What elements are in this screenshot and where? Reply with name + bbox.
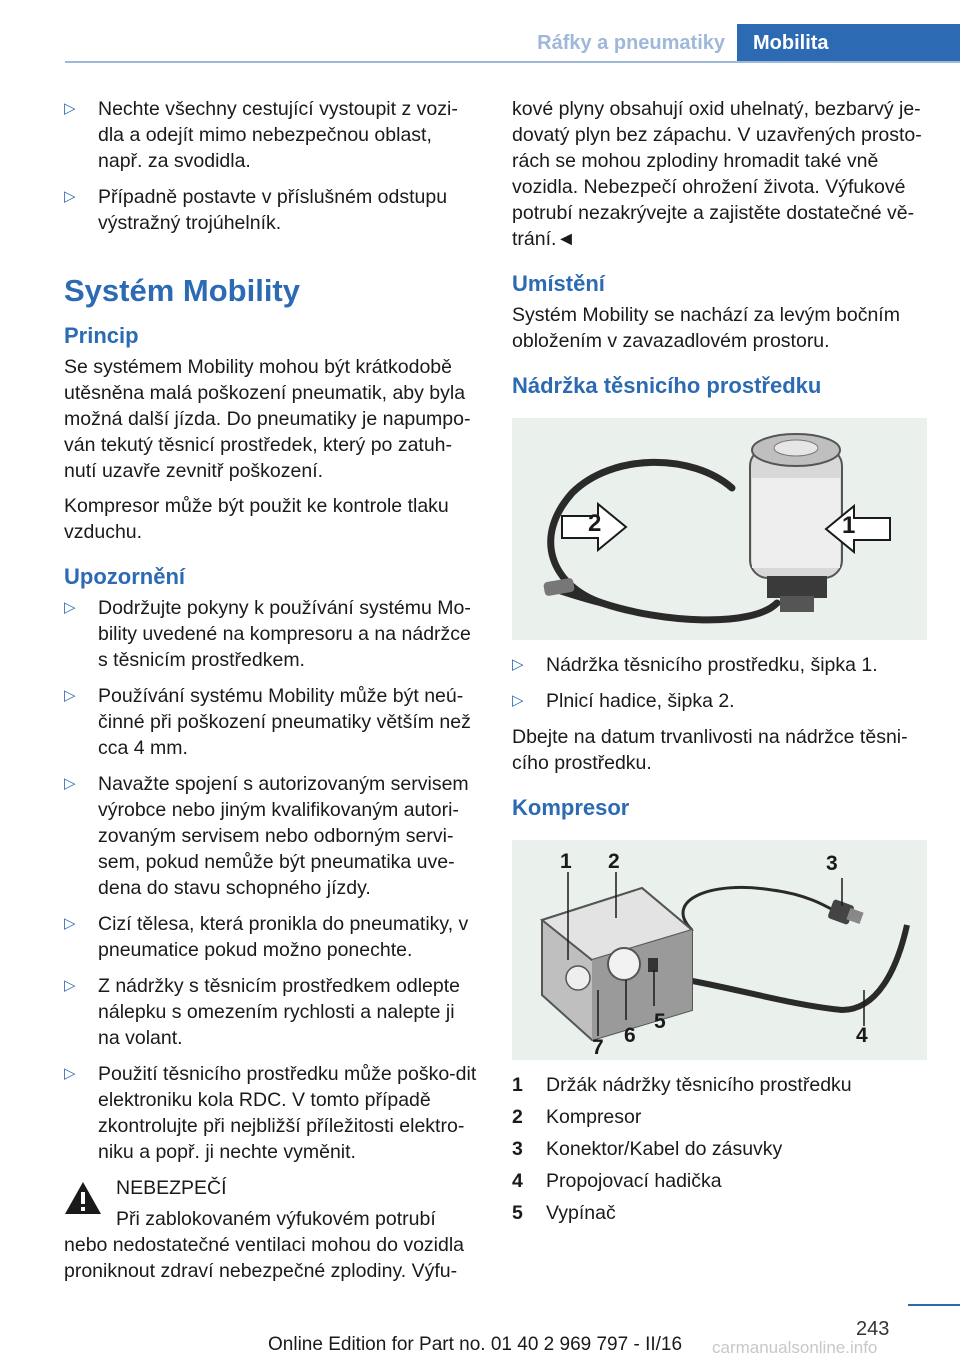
list-item: ▷ Z nádržky s těsnicím prostředkem odlepte nálepku s omezením rychlosti a nalepte ji na volant.	[64, 975, 460, 1049]
triangle-bullet-icon: ▷	[64, 915, 76, 932]
list-item: ▷ Nechte všechny cestující vystoupit z vozi-dla a odejít mimo nebezpečnou oblast, např. za svodidla.	[64, 98, 458, 172]
list-item: ▷ Navažte spojení s autorizovaným servisem výrobce nebo jiným kvalifikovaným autori-zovaným servisem nebo odborným servi-sem, pokud nemůže být pneumatika uve-dena do stavu schopného jízdy.	[64, 773, 469, 899]
header-divider	[65, 61, 960, 63]
page-number: 243	[856, 1318, 890, 1340]
triangle-bullet-icon: ▷	[64, 1065, 76, 1082]
list-item: ▷ Plnicí hadice, šipka 2.	[512, 690, 735, 712]
tank-bullet-list	[512, 652, 926, 714]
danger-text: nebo nedostatečné ventilaci mohou do vozidla proniknout zdraví nebezpečné zplodiny. Výfu-	[64, 1234, 465, 1282]
principle-text: Se systémem Mobility mohou být krátkodobě utěsněna malá poškození pneumatik, aby byla možná další jízda. Do pneumatiky je napumpo-ván tekutý těsnicí prostředek, který po zatuh-nutí uzavře zevnitř poškození.	[64, 356, 471, 482]
list-item: 4 Propojovací hadička	[512, 1170, 722, 1192]
danger-text-continued: kové plyny obsahují oxid uhelnatý, bezbarvý je-dovatý plyn bez zápachu. V uzavřených prosto-rách se mohou zplodiny hromadit také vně vozidla. Nebezpečí ohrožení života. Výfukové potrubí nezakrývejte a zajistěte dostatečné vě-trání.◄	[512, 98, 922, 250]
triangle-bullet-icon: ▷	[64, 599, 76, 616]
sealant-tank-figure	[512, 418, 927, 640]
left-column	[64, 96, 478, 1284]
triangle-bullet-icon: ▷	[64, 977, 76, 994]
section-tab: Ráfky a pneumatiky	[510, 24, 735, 62]
notes-heading: Upozornění	[64, 564, 185, 589]
triangle-bullet-icon: ▷	[64, 687, 76, 704]
triangle-bullet-icon: ▷	[64, 775, 76, 792]
list-item: 3 Konektor/Kabel do zásuvky	[512, 1138, 783, 1160]
triangle-bullet-icon: ▷	[512, 692, 524, 709]
list-item: ▷ Cizí tělesa, která pronikla do pneumatiky, v pneumatice pokud možno ponechte.	[64, 913, 469, 961]
list-item: 2 Kompresor	[512, 1106, 642, 1128]
principle-heading: Princip	[64, 323, 139, 348]
list-item: 5 Vypínač	[512, 1202, 616, 1224]
danger-label: NEBEZPEČÍ	[116, 1177, 227, 1199]
arrow-label: 2	[588, 510, 602, 537]
callout-label: 5	[654, 1010, 666, 1033]
callout-label: 7	[592, 1036, 604, 1059]
warning-triangle-icon	[64, 1181, 102, 1215]
expiry-text: Dbejte na datum trvanlivosti na nádržce těsni-cího prostředku.	[512, 726, 908, 774]
watermark: carmanualsonline.info	[712, 1338, 878, 1357]
compressor-heading: Kompresor	[512, 795, 630, 820]
callout-label: 4	[856, 1024, 868, 1047]
danger-text-first: Při zablokovaném výfukovém potrubí	[116, 1208, 436, 1230]
arrow-label: 1	[842, 512, 856, 539]
triangle-bullet-icon: ▷	[512, 656, 524, 673]
compressor-parts-list	[512, 1072, 926, 1226]
arrow-1-icon	[824, 504, 894, 554]
list-item: 1 Držák nádržky těsnicího prostředku	[512, 1074, 852, 1096]
intro-bullet-list	[64, 96, 478, 236]
list-item: ▷ Nádržka těsnicího prostředku, šipka 1.	[512, 654, 878, 676]
list-item: ▷ Použití těsnicího prostředku může poško-dit elektroniku kola RDC. V tomto případě zkontrolujte při nejbližší příležitosti elektro-niku a popř. ji nechte vyměnit.	[64, 1063, 477, 1163]
callout-label: 1	[560, 850, 572, 873]
right-column	[512, 96, 926, 1232]
footer-divider	[908, 1304, 960, 1306]
location-heading: Umístění	[512, 271, 605, 296]
list-item: ▷ Případně postavte v příslušném odstupu výstražný trojúhelník.	[64, 186, 448, 234]
callout-label: 6	[624, 1024, 636, 1047]
compressor-note-text: Kompresor může být použit ke kontrole tlaku vzduchu.	[64, 495, 449, 543]
compressor-figure	[512, 840, 927, 1060]
chapter-tab: Mobilita	[737, 24, 960, 62]
list-item: ▷ Používání systému Mobility může být neú-činné při poškození pneumatiky větším než cca 4 mm.	[64, 685, 471, 759]
triangle-bullet-icon: ▷	[64, 188, 76, 205]
callout-label: 2	[608, 850, 620, 873]
triangle-bullet-icon: ▷	[64, 100, 76, 117]
page-header	[0, 0, 960, 62]
danger-warning	[64, 1175, 478, 1284]
tank-heading: Nádržka těsnicího prostředku	[512, 373, 822, 398]
notes-bullet-list	[64, 595, 478, 1165]
list-item: ▷ Dodržujte pokyny k používání systému Mo-bility uvedené na kompresoru a na nádržce s těsnicím prostředkem.	[64, 597, 471, 671]
edition-text: Online Edition for Part no. 01 40 2 969 797 - II/16	[268, 1334, 683, 1355]
location-text: Systém Mobility se nachází za levým bočním obložením v zavazadlovém prostoru.	[512, 304, 900, 352]
callout-label: 3	[826, 852, 838, 875]
section-title: Systém Mobility	[64, 273, 300, 308]
